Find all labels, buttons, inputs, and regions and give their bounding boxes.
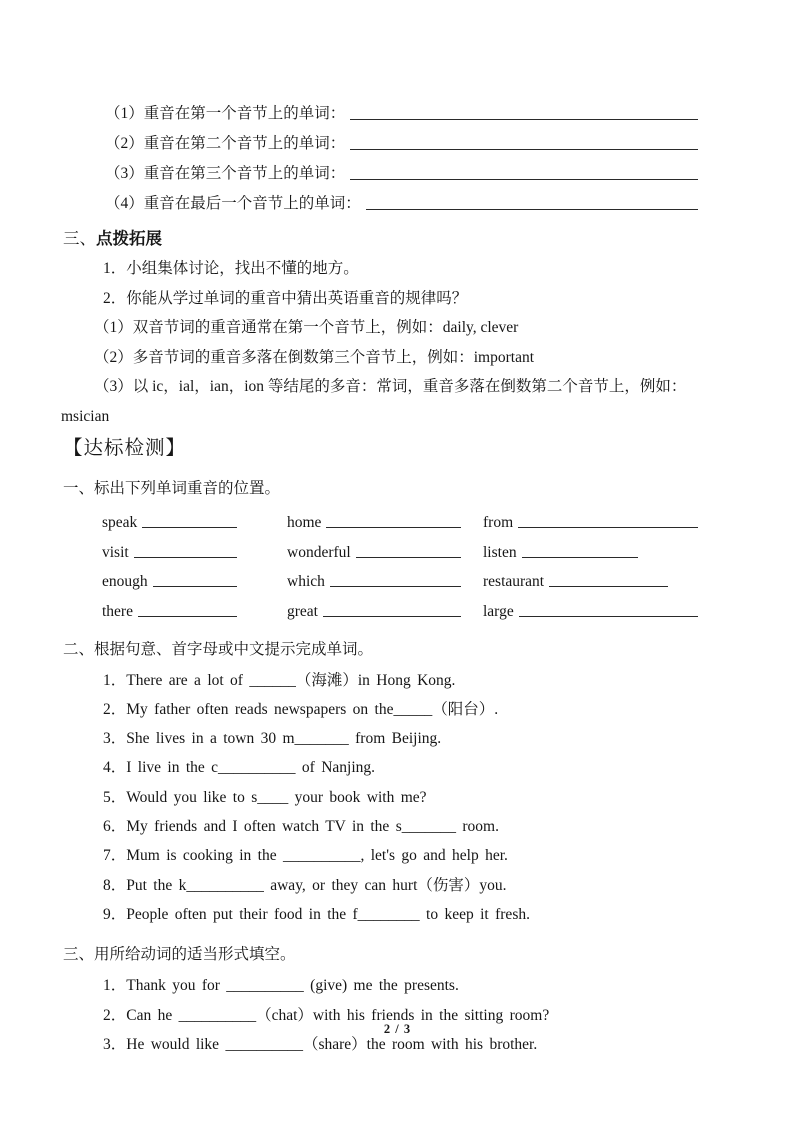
part3-item-list xyxy=(0,971,794,1059)
word-cell xyxy=(102,565,287,595)
tips-line: 2．你能从学过单词的重音中猜出英语重音的规律吗？ xyxy=(103,289,468,307)
tips-section-heading xyxy=(63,227,794,251)
tips-line: （3）以 ic，ial，ian，ion 等结尾的多音：常词，重音多落在倒数第二个音节上，例如： xyxy=(94,378,687,396)
tips-line: （1）双音节词的重音通常在第一个音节上，例如：daily, clever xyxy=(94,319,519,337)
tips-line: 1．小组集体讨论，找出不懂的地方。 xyxy=(103,260,359,277)
tips-heading-title: 点拨拓展 xyxy=(96,229,162,248)
word-cell xyxy=(483,506,700,536)
word-label: great xyxy=(287,602,318,620)
word-label: wonderful xyxy=(287,543,351,561)
tips-line: （2）多音节词的重音多落在倒数第三个音节上，例如：important xyxy=(94,348,535,366)
word-label: large xyxy=(483,602,514,620)
worksheet-item: 6．My friends and I often watch TV in the s_______ room. xyxy=(103,818,499,836)
blank-line xyxy=(350,179,698,180)
blank-line xyxy=(134,557,237,558)
blank-line xyxy=(153,586,237,587)
part2-item-list xyxy=(0,666,794,930)
fill-blank-row xyxy=(105,186,698,216)
word-cell xyxy=(287,535,483,565)
word-cell xyxy=(483,535,700,565)
word-label: restaurant xyxy=(483,573,545,591)
worksheet-item: 5．Would you like to s____ your book with me? xyxy=(103,788,427,806)
word-cell xyxy=(102,506,287,536)
blank-line xyxy=(142,527,237,528)
tips-line-continuation: msician xyxy=(61,407,110,425)
fill-blank-row xyxy=(105,126,698,156)
blank-line xyxy=(518,527,698,528)
worksheet-item: 1．Thank you for __________ (give) me the presents. xyxy=(103,977,459,995)
page-number: 2 / 3 xyxy=(383,1022,411,1036)
word-cell xyxy=(287,506,483,536)
word-cell xyxy=(102,594,287,624)
blank-line xyxy=(323,616,461,617)
blank-line xyxy=(350,149,698,150)
word-label: there xyxy=(102,602,133,620)
word-label: from xyxy=(483,514,514,532)
word-stress-grid xyxy=(102,506,700,624)
part3-heading: 三、用所给动词的适当形式填空。 xyxy=(63,946,296,964)
word-cell xyxy=(287,594,483,624)
word-label: speak xyxy=(102,514,138,532)
blank-line xyxy=(350,119,698,120)
word-cell xyxy=(483,565,700,595)
tips-heading-number: 三、 xyxy=(63,229,96,248)
blank-line xyxy=(519,616,698,617)
word-cell xyxy=(102,535,287,565)
worksheet-item: 4．I live in the c__________ of Nanjing. xyxy=(103,759,375,777)
blank-line xyxy=(326,527,461,528)
worksheet-item: 2．Can he __________（chat）with his friends in the sitting room? xyxy=(103,1006,550,1024)
worksheet-item: 2．My father often reads newspapers on the_____（阳台）. xyxy=(103,700,499,718)
worksheet-item: 8．Put the k__________ away, or they can hurt（伤害）you. xyxy=(103,876,507,894)
stress-fill-block xyxy=(0,0,794,216)
word-label: visit xyxy=(102,543,129,561)
blank-line xyxy=(138,616,237,617)
word-cell xyxy=(483,594,700,624)
word-label: enough xyxy=(102,573,148,591)
word-label: listen xyxy=(483,543,517,561)
worksheet-item: 1．There are a lot of ______（海滩）in Hong Kong. xyxy=(103,671,456,689)
blank-line xyxy=(522,557,638,558)
worksheet-item: 9．People often put their food in the f________ to keep it fresh. xyxy=(103,905,530,923)
worksheet-item: 7．Mum is cooking in the __________, let's go and help her. xyxy=(103,847,508,865)
part1-heading: 一、标出下列单词重音的位置。 xyxy=(63,479,281,497)
fill-blank-label: （1）重音在第一个音节上的单词： xyxy=(105,105,346,122)
fill-blank-label: （3）重音在第三个音节上的单词： xyxy=(105,165,346,182)
worksheet-item: 3．She lives in a town 30 m_______ from Beijing. xyxy=(103,730,442,748)
fill-blank-label: （2）重音在第二个音节上的单词： xyxy=(105,135,346,152)
assessment-title: 【达标检测】 xyxy=(63,437,187,459)
fill-blank-row xyxy=(105,96,698,126)
blank-line xyxy=(330,586,461,587)
worksheet-item: 3．He would like __________（share）the room with his brother. xyxy=(103,1035,538,1053)
fill-blank-label: （4）重音在最后一个音节上的单词： xyxy=(105,195,361,212)
blank-line xyxy=(356,557,461,558)
tips-list xyxy=(0,254,794,432)
word-label: home xyxy=(287,514,322,532)
word-cell xyxy=(287,565,483,595)
blank-line xyxy=(549,586,668,587)
blank-line xyxy=(366,209,698,210)
word-label: which xyxy=(287,573,325,591)
fill-blank-row xyxy=(105,156,698,186)
part2-heading: 二、根据句意、首字母或中文提示完成单词。 xyxy=(63,640,374,658)
